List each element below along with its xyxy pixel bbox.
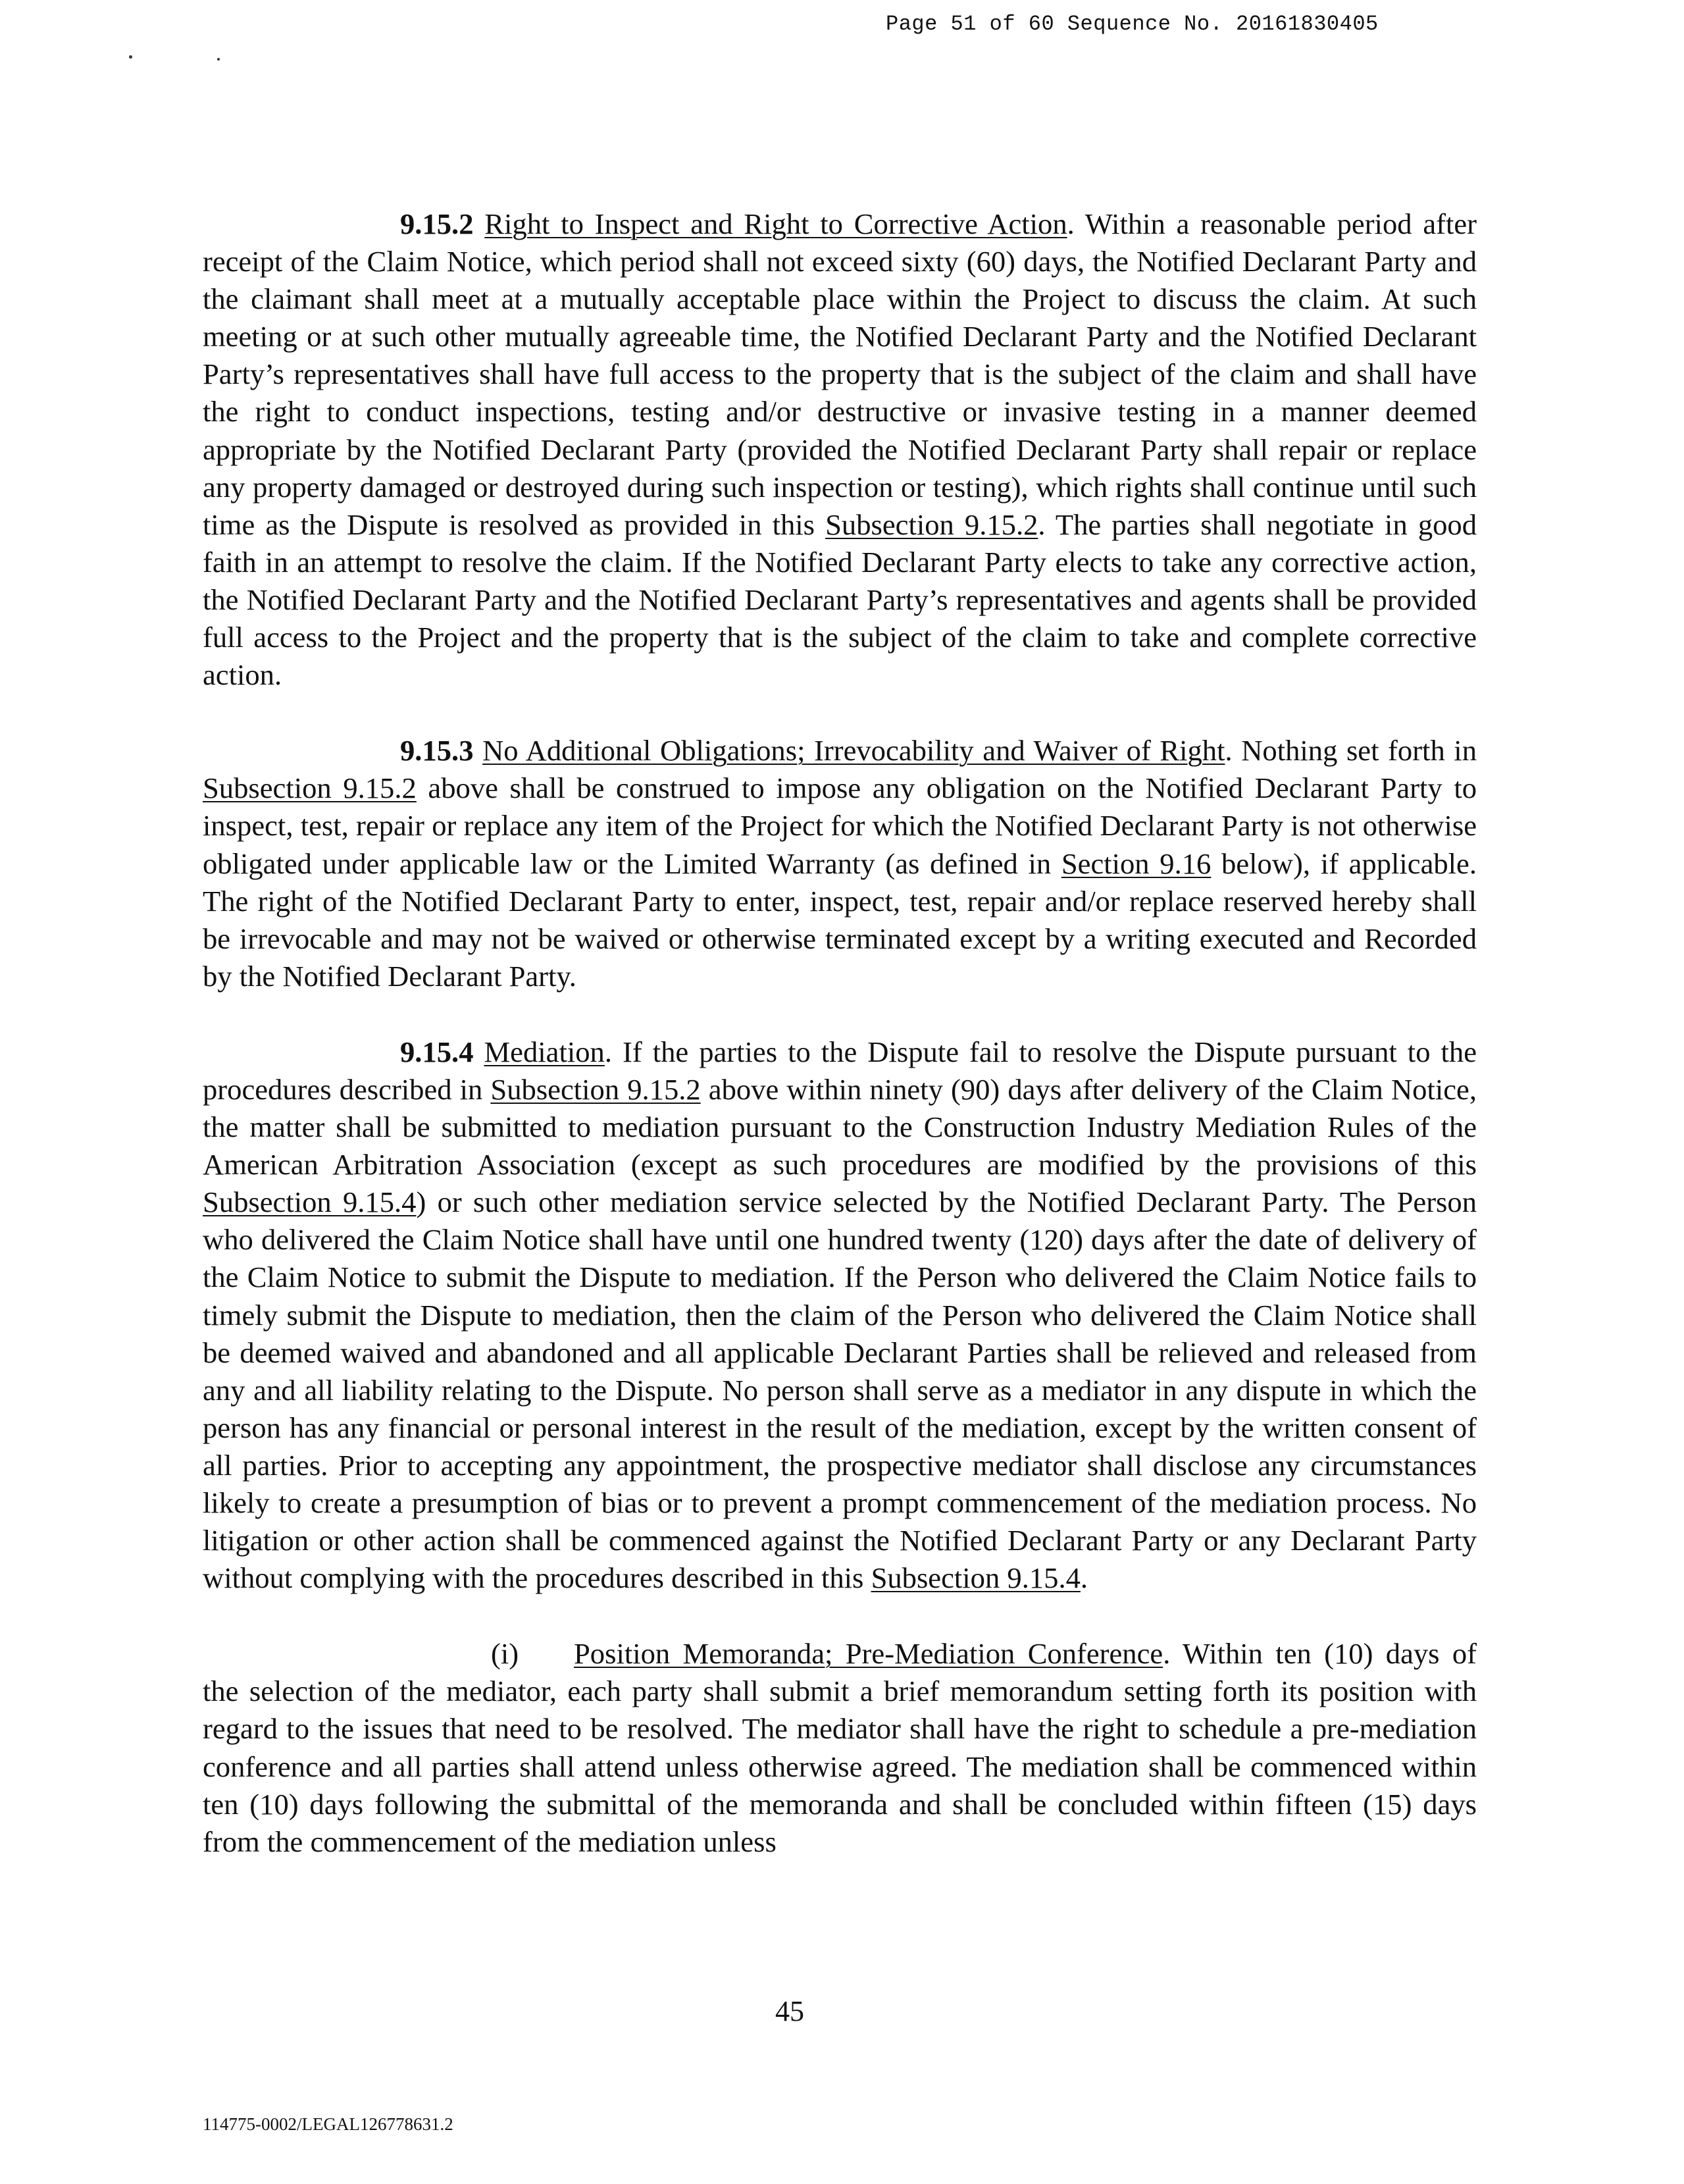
section-title: Right to Inspect and Right to Corrective Action <box>484 207 1067 240</box>
section-text: . <box>1080 1561 1088 1595</box>
subsection-i <box>203 1635 1477 1861</box>
cross-reference: Subsection 9.15.2 <box>490 1072 701 1106</box>
section-text: . Nothing set forth in <box>1225 734 1477 767</box>
section-9-15-4 <box>203 1033 1477 1597</box>
section-title: Position Memoranda; Pre-Mediation Conference <box>574 1637 1163 1671</box>
section-9-15-2 <box>203 205 1477 694</box>
cross-reference: Subsection 9.15.4 <box>871 1561 1081 1595</box>
document-id: 114775-0002/LEGAL126778631.2 <box>203 2114 453 2134</box>
cross-reference: Subsection 9.15.4 <box>203 1185 417 1219</box>
section-text: below), if applicable. The right of the Notified Declarant Party to enter, inspect, test, repair and/or replace reserved hereby shall be irrevocable and may not be waived or otherwise terminated except by a writing executed and Recorded by the Notified Declarant Party. <box>203 846 1477 993</box>
section-text: ) or such other mediation service selected by the Notified Declarant Party. The Person who delivered the Claim Notice shall have until one hundred twenty (120) days after the date of delivery of the Claim Notice to submit the Dispute to mediation. If the Person who delivered the Claim Notice fails to timely submit the Dispute to mediation, then the claim of the Person who delivered the Claim Notice shall be deemed waived and abandoned and all applicable Declarant Parties shall be relieved and released from any and all liability relating to the Dispute. No person shall serve as a mediator in any dispute in which the person has any financial or personal interest in the result of the mediation, except by the written consent of all parties. Prior to accepting any appointment, the prospective mediator shall disclose any circumstances likely to create a presumption of bias or to prevent a prompt commencement of the mediation process. No litigation or other action shall be commenced against the Notified Declarant Party or any Declarant Party without complying with the procedures described in this <box>203 1185 1477 1595</box>
section-text: . If the parties to the Dispute fail to resolve the Dispute pursuant to the procedures described in <box>203 1035 1477 1106</box>
document-body <box>203 205 1477 1899</box>
section-number: 9.15.3 <box>400 734 474 767</box>
page-number: 45 <box>775 1995 804 2027</box>
cross-reference: Section 9.16 <box>1061 846 1212 880</box>
cross-reference: Subsection 9.15.2 <box>825 507 1038 541</box>
section-title: No Additional Obligations; Irrevocability and Waiver of Right <box>482 734 1225 767</box>
filing-stamp: Page 51 of 60 Sequence No. 20161830405 <box>886 12 1379 36</box>
subsection-number: (i) <box>491 1637 519 1671</box>
scan-speck <box>217 58 220 61</box>
section-number: 9.15.2 <box>400 207 474 240</box>
section-text: . Within a reasonable period after receipt of the Claim Notice, which period shall not exceed sixty (60) days, the Notified Declarant Party and the claimant shall meet at a mutually acceptable place within the Project to discuss the claim. At such meeting or at such other mutually agreeable time, the Notified Declarant Party and the Notified Declarant Party’s representatives shall have full access to the property that is the subject of the claim and shall have the right to conduct inspections, testing and/or destructive or invasive testing in a manner deemed appropriate by the Notified Declarant Party (provided the Notified Declarant Party shall repair or replace any property damaged or destroyed during such inspection or testing), which rights shall continue until such time as the Dispute is resolved as provided in this <box>203 207 1477 541</box>
cross-reference: Subsection 9.15.2 <box>203 771 417 805</box>
section-title: Mediation <box>484 1035 605 1068</box>
section-9-15-3 <box>203 732 1477 995</box>
section-text: above within ninety (90) days after delivery of the Claim Notice, the matter shall be submitted to mediation pursuant to the Construction Industry Mediation Rules of the American Arbitration Association (except as such procedures are modified by the provisions of this <box>203 1072 1477 1182</box>
scan-speck <box>129 55 132 59</box>
section-text: above shall be construed to impose any obligation on the Notified Declarant Party to inspect, test, repair or replace any item of the Project for which the Notified Declarant Party is not otherwise obligated under applicable law or the Limited Warranty (as defined in <box>203 771 1477 880</box>
section-text: . Within ten (10) days of the selection of the mediator, each party shall submit a brief memorandum setting forth its position with regard to the issues that need to be resolved. The mediator shall have the right to schedule a pre-mediation conference and all parties shall attend unless otherwise agreed. The mediation shall be commenced within ten (10) days following the submittal of the memoranda and shall be concluded within fifteen (15) days from the commencement of the mediation unless <box>203 1637 1477 1858</box>
section-number: 9.15.4 <box>400 1035 474 1068</box>
section-text: . The parties shall negotiate in good faith in an attempt to resolve the claim. If the Notified Declarant Party elects to take any corrective action, the Notified Declarant Party and the Notified Declarant Party’s representatives and agents shall be provided full access to the Project and the property that is the subject of the claim to take and complete corrective action. <box>203 507 1477 692</box>
